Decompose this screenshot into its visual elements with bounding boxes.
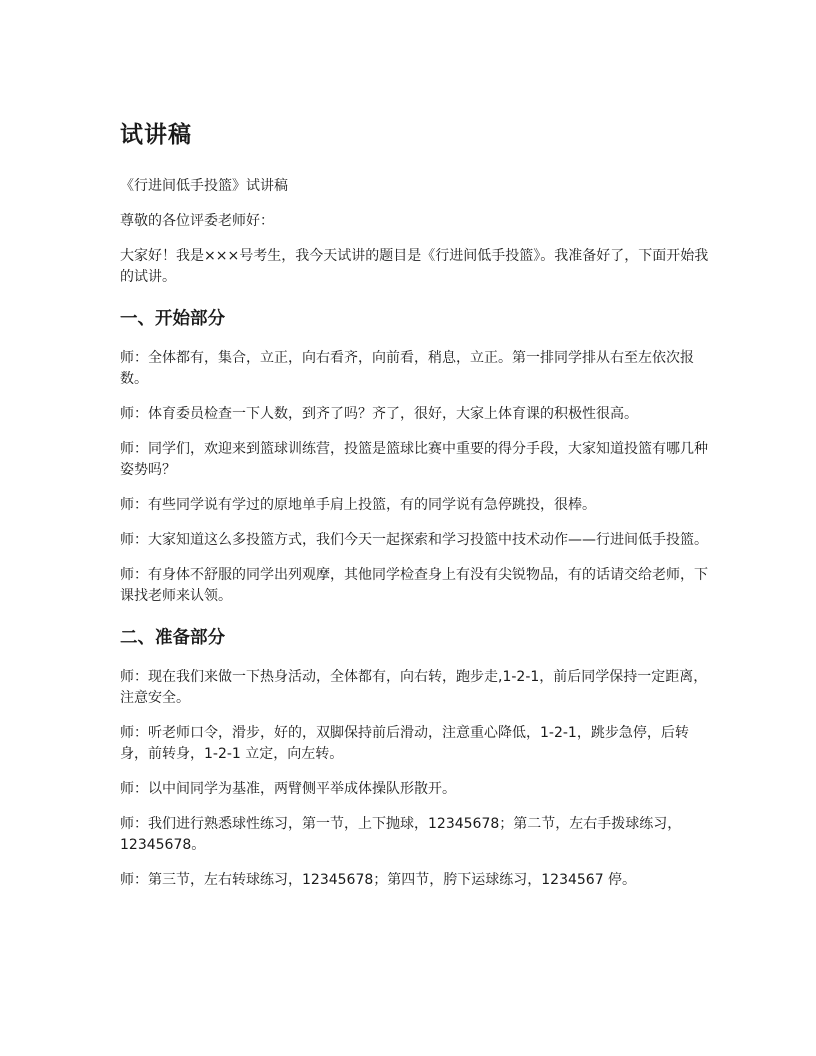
section-1-paragraph: 师：大家知道这么多投篮方式，我们今天一起探索和学习投篮中技术动作——行进间低手投篮。 <box>120 532 708 548</box>
section-2-paragraph: 师：第三节，左右转球练习，12345678；第四节，胯下运球练习，1234567 停。 <box>120 872 637 888</box>
section-2-paragraph: 师：以中间同学为基准，两臂侧平举成体操队形散开。 <box>120 781 456 797</box>
section-2-paragraph: 师：现在我们来做一下热身活动，全体都有，向右转，跑步走,1-2-1，前后同学保持一定距离，注意安全。 <box>120 669 708 706</box>
lesson-title-line: 《行进间低手投篮》试讲稿 <box>120 178 288 194</box>
document-title: 试讲稿 <box>120 122 192 148</box>
section-2-paragraph: 师：我们进行熟悉球性练习，第一节，上下抛球，12345678；第二节，左右手拨球练习，12345678。 <box>120 816 682 853</box>
greeting-line: 尊敬的各位评委老师好： <box>120 213 274 229</box>
section-heading-prepare: 二、准备部分 <box>120 628 225 648</box>
section-1-paragraph: 师：全体都有，集合，立正，向右看齐，向前看，稍息，立正。第一排同学排从右至左依次报数。 <box>120 350 694 387</box>
section-1-paragraph: 师：有些同学说有学过的原地单手肩上投篮，有的同学说有急停跳投，很棒。 <box>120 497 596 513</box>
opening-paragraph: 大家好！我是×××号考生，我今天试讲的题目是《行进间低手投篮》。我准备好了，下面开始我的试讲。 <box>120 248 709 285</box>
document-page <box>120 118 710 905</box>
section-1-paragraph: 师：同学们，欢迎来到篮球训练营，投篮是篮球比赛中重要的得分手段，大家知道投篮有哪几种姿势吗？ <box>120 441 708 478</box>
section-heading-start: 一、开始部分 <box>120 309 225 329</box>
section-1-paragraph: 师：体育委员检查一下人数，到齐了吗？齐了，很好，大家上体育课的积极性很高。 <box>120 406 638 422</box>
section-1-paragraph: 师：有身体不舒服的同学出列观摩，其他同学检查身上有没有尖锐物品，有的话请交给老师，下课找老师来认领。 <box>120 567 708 604</box>
section-2-paragraph: 师：听老师口令，滑步，好的，双脚保持前后滑动，注意重心降低，1-2-1，跳步急停，后转身，前转身，1-2-1 立定，向左转。 <box>120 725 689 762</box>
